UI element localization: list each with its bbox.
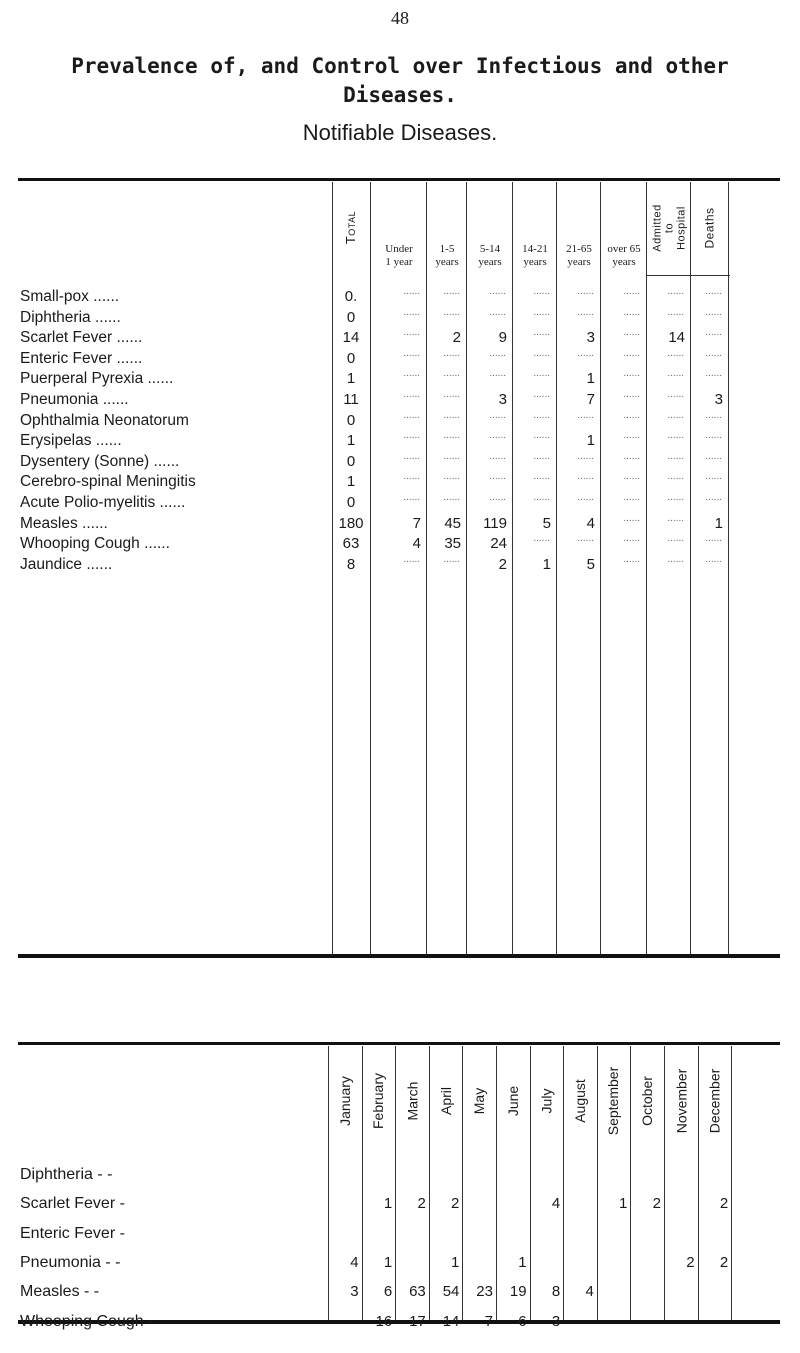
empty-cell-dots: ...... xyxy=(403,389,420,400)
month-column-divider xyxy=(731,1046,732,1320)
month-label: April xyxy=(437,1086,454,1116)
empty-cell-dots: ...... xyxy=(623,553,640,565)
empty-cell-dots: ...... xyxy=(533,368,550,380)
month-label: August xyxy=(571,1079,588,1123)
monthly-cell: 8 xyxy=(551,1283,561,1301)
empty-cell-dots: ...... xyxy=(705,327,722,339)
empty-cell-dots: ...... xyxy=(403,430,420,442)
month-label: July xyxy=(538,1088,555,1114)
month-label: December xyxy=(706,1068,723,1134)
month-header-november xyxy=(664,1047,698,1155)
column-divider xyxy=(690,182,691,954)
monthly-cell: 19 xyxy=(509,1283,527,1301)
empty-cell-dots: ...... xyxy=(705,533,722,545)
total-value: 1 xyxy=(346,370,356,388)
empty-cell-dots: ...... xyxy=(403,306,420,318)
month-column-divider xyxy=(630,1046,631,1320)
empty-cell-dots: ...... xyxy=(489,450,506,462)
monthly-cell: 2 xyxy=(719,1253,729,1271)
empty-cell-dots: ...... xyxy=(667,450,684,462)
total-value: 0 xyxy=(346,494,356,511)
total-value: 14 xyxy=(342,329,360,347)
monthly-cell: 1 xyxy=(518,1253,527,1271)
total-value: 0 xyxy=(346,452,356,470)
empty-cell-dots: ...... xyxy=(403,471,420,483)
page-number: 48 xyxy=(391,8,409,28)
empty-cell-dots: ...... xyxy=(705,286,722,297)
month-column-divider xyxy=(664,1046,665,1320)
table-cell: 4 xyxy=(412,535,421,553)
month-column-divider xyxy=(563,1046,564,1320)
empty-cell-dots: ...... xyxy=(443,553,460,565)
section-subtitle: Notifiable Diseases. xyxy=(302,120,498,145)
empty-cell-dots: ...... xyxy=(705,306,722,318)
header-total: Total xyxy=(343,210,359,244)
empty-cell-dots: ...... xyxy=(667,492,684,503)
empty-cell-dots: ...... xyxy=(489,347,506,359)
empty-cell-dots: ...... xyxy=(577,471,594,483)
disease-label: Pneumonia ...... xyxy=(20,391,129,408)
empty-cell-dots: ...... xyxy=(705,368,722,380)
month-column-divider xyxy=(395,1046,396,1320)
empty-cell-dots: ...... xyxy=(667,409,684,421)
empty-cell-dots: ...... xyxy=(623,368,640,380)
column-divider xyxy=(370,182,371,954)
empty-cell-dots: ...... xyxy=(623,347,640,359)
empty-cell-dots: ...... xyxy=(705,430,722,442)
empty-cell-dots: ...... xyxy=(443,347,460,359)
month-label: June xyxy=(504,1085,521,1117)
header-1-5-years: 1-5 years xyxy=(435,243,459,268)
disease-label: Measles ...... xyxy=(20,514,108,532)
monthly-cell: 4 xyxy=(350,1253,359,1271)
monthly-cell: 4 xyxy=(551,1195,561,1213)
monthly-disease-label: Scarlet Fever - xyxy=(20,1195,125,1213)
empty-cell-dots: ...... xyxy=(533,389,550,400)
empty-cell-dots: ...... xyxy=(443,368,460,380)
table-cell: 7 xyxy=(412,514,421,532)
empty-cell-dots: ...... xyxy=(403,327,420,339)
monthly-cell: 3 xyxy=(551,1312,561,1330)
monthly-cell: 2 xyxy=(686,1253,695,1271)
monthly-disease-label: Whooping Cough - xyxy=(20,1312,154,1330)
empty-cell-dots: ...... xyxy=(667,368,684,380)
empty-cell-dots: ...... xyxy=(443,409,460,421)
monthly-cell: 2 xyxy=(451,1195,460,1213)
disease-label: Small-pox ...... xyxy=(20,288,120,305)
empty-cell-dots: ...... xyxy=(623,492,640,503)
total-value: 0. xyxy=(344,288,358,305)
empty-cell-dots: ...... xyxy=(403,409,420,421)
table-cell: 35 xyxy=(444,535,461,553)
month-header-october xyxy=(630,1047,664,1155)
empty-cell-dots: ...... xyxy=(403,347,420,359)
monthly-cell: 1 xyxy=(383,1195,393,1213)
month-header-september xyxy=(597,1047,631,1155)
empty-cell-dots: ...... xyxy=(489,409,506,421)
monthly-disease-label: Measles - - xyxy=(20,1283,100,1301)
empty-cell-dots: ...... xyxy=(623,471,640,483)
empty-cell-dots: ...... xyxy=(533,492,550,503)
empty-cell-dots: ...... xyxy=(705,409,722,421)
month-header-july xyxy=(530,1047,564,1155)
empty-cell-dots: ...... xyxy=(705,553,722,565)
monthly-cell: 17 xyxy=(409,1312,426,1330)
empty-cell-dots: ...... xyxy=(443,286,460,297)
month-header-february xyxy=(362,1047,396,1155)
total-value: 8 xyxy=(346,555,356,573)
empty-cell-dots: ...... xyxy=(533,347,550,359)
empty-cell-dots: ...... xyxy=(489,286,506,297)
month-label: October xyxy=(639,1076,656,1126)
disease-label: Ophthalmia Neonatorum xyxy=(20,411,189,429)
empty-cell-dots: ...... xyxy=(667,553,684,565)
disease-label: Dysentery (Sonne) ...... xyxy=(20,452,180,470)
empty-cell-dots: ...... xyxy=(443,471,460,483)
month-column-divider xyxy=(530,1046,531,1320)
header-14-21-years: 14-21 years xyxy=(522,243,548,268)
empty-cell-dots: ...... xyxy=(577,347,594,359)
monthly-cell: 23 xyxy=(476,1283,493,1301)
empty-cell-dots: ...... xyxy=(623,306,640,318)
column-divider xyxy=(728,182,729,954)
table-cell: 1 xyxy=(542,555,551,573)
month-label: November xyxy=(672,1068,689,1134)
month-column-divider xyxy=(429,1046,430,1320)
table-cell: 3 xyxy=(714,391,723,408)
monthly-cell: 1 xyxy=(451,1253,460,1271)
table-cell: 3 xyxy=(498,391,507,408)
empty-cell-dots: ...... xyxy=(403,450,420,462)
empty-cell-dots: ...... xyxy=(667,347,684,359)
disease-label: Acute Polio-myelitis ...... xyxy=(20,494,186,511)
header-under-1-year: Under 1 year xyxy=(385,243,413,268)
disease-label: Erysipelas ...... xyxy=(20,432,122,450)
column-divider xyxy=(646,182,647,954)
monthly-cell: 2 xyxy=(417,1195,426,1213)
empty-cell-dots: ...... xyxy=(489,306,506,318)
table-cell: 45 xyxy=(444,514,461,532)
table-cell: 1 xyxy=(714,514,723,532)
empty-cell-dots: ...... xyxy=(623,286,640,297)
empty-cell-dots: ...... xyxy=(533,450,550,462)
empty-cell-dots: ...... xyxy=(623,533,640,545)
empty-cell-dots: ...... xyxy=(443,389,460,400)
empty-cell-dots: ...... xyxy=(443,306,460,318)
empty-cell-dots: ...... xyxy=(443,492,460,503)
monthly-cell: 1 xyxy=(383,1253,393,1271)
header-admitted-to-hospital: Admitted to Hospital xyxy=(652,204,689,252)
month-column-divider xyxy=(597,1046,598,1320)
month-header-april xyxy=(429,1047,463,1155)
disease-label: Scarlet Fever ...... xyxy=(20,329,143,347)
month-header-may xyxy=(462,1047,496,1155)
disease-label: Diphtheria ...... xyxy=(20,308,121,326)
table-cell: 14 xyxy=(668,329,685,347)
monthly-cell: 4 xyxy=(585,1283,594,1301)
table-cell: 5 xyxy=(586,555,595,573)
empty-cell-dots: ...... xyxy=(577,286,594,297)
monthly-disease-label: Diphtheria - - xyxy=(20,1166,113,1183)
empty-cell-dots: ...... xyxy=(623,389,640,400)
empty-cell-dots: ...... xyxy=(443,430,460,442)
monthly-cell: 14 xyxy=(442,1312,460,1330)
empty-cell-dots: ...... xyxy=(577,450,594,462)
header-5-14-years: 5-14 years xyxy=(478,243,502,268)
table-cell: 7 xyxy=(586,391,595,408)
table-cell: 1 xyxy=(586,370,595,388)
table-cell: 4 xyxy=(586,514,595,532)
header-21-65-years: 21-65 years xyxy=(566,243,592,268)
table-cell: 2 xyxy=(498,555,507,573)
empty-cell-dots: ...... xyxy=(489,471,506,483)
column-divider xyxy=(426,182,427,954)
empty-cell-dots: ...... xyxy=(533,306,550,318)
empty-cell-dots: ...... xyxy=(667,430,684,442)
page-title: Prevalence of, and Control over Infectious and other Diseases. xyxy=(71,54,729,107)
header-underline xyxy=(646,275,730,276)
monthly-cell: 6 xyxy=(383,1283,393,1301)
empty-cell-dots: ...... xyxy=(623,450,640,462)
empty-cell-dots: ...... xyxy=(705,471,722,483)
month-label: May xyxy=(471,1087,488,1115)
month-column-divider xyxy=(698,1046,699,1320)
month-header-june xyxy=(496,1047,530,1155)
month-column-divider xyxy=(496,1046,497,1320)
empty-cell-dots: ...... xyxy=(533,327,550,339)
monthly-cell: 6 xyxy=(518,1312,527,1330)
empty-cell-dots: ...... xyxy=(705,492,722,503)
table-cell: 1 xyxy=(586,432,595,450)
empty-cell-dots: ...... xyxy=(623,430,640,442)
total-value: 63 xyxy=(342,535,360,553)
empty-cell-dots: ...... xyxy=(403,286,420,297)
disease-label: Cerebro-spinal Meningitis xyxy=(20,473,196,491)
table2-top-rule xyxy=(18,1042,780,1045)
empty-cell-dots: ...... xyxy=(403,553,420,565)
empty-cell-dots: ...... xyxy=(577,306,594,318)
empty-cell-dots: ...... xyxy=(667,533,684,545)
empty-cell-dots: ...... xyxy=(489,368,506,380)
empty-cell-dots: ...... xyxy=(577,409,594,421)
month-column-divider xyxy=(328,1046,329,1320)
month-label: March xyxy=(403,1081,420,1121)
monthly-cell: 3 xyxy=(350,1283,359,1301)
empty-cell-dots: ...... xyxy=(667,471,684,483)
month-header-august xyxy=(563,1047,597,1155)
empty-cell-dots: ...... xyxy=(623,327,640,339)
month-column-divider xyxy=(462,1046,463,1320)
total-value: 1 xyxy=(346,473,356,491)
header-deaths: Deaths xyxy=(703,207,717,249)
empty-cell-dots: ...... xyxy=(533,409,550,421)
total-value: 1 xyxy=(346,432,356,450)
empty-cell-dots: ...... xyxy=(667,512,684,524)
empty-cell-dots: ...... xyxy=(489,430,506,442)
month-label: January xyxy=(336,1076,353,1126)
empty-cell-dots: ...... xyxy=(577,533,594,545)
empty-cell-dots: ...... xyxy=(489,492,506,503)
table-top-rule xyxy=(18,178,780,181)
monthly-disease-label: Enteric Fever - xyxy=(20,1224,125,1242)
table-bottom-rule xyxy=(18,954,780,958)
empty-cell-dots: ...... xyxy=(623,512,640,524)
monthly-cell: 1 xyxy=(619,1195,628,1213)
monthly-cell: 63 xyxy=(409,1283,426,1301)
total-value: 11 xyxy=(343,391,359,408)
empty-cell-dots: ...... xyxy=(623,409,640,421)
header-over-65-years: over 65 years xyxy=(607,243,641,268)
empty-cell-dots: ...... xyxy=(667,286,684,297)
table-cell: 119 xyxy=(483,514,507,532)
table-cell: 2 xyxy=(452,329,461,347)
disease-label: Puerperal Pyrexia ...... xyxy=(20,370,174,388)
empty-cell-dots: ...... xyxy=(667,389,684,400)
monthly-cell: 2 xyxy=(719,1195,729,1213)
month-label: September xyxy=(605,1066,622,1136)
monthly-cell: 7 xyxy=(484,1312,493,1330)
month-header-january xyxy=(328,1047,362,1155)
empty-cell-dots: ...... xyxy=(443,450,460,462)
month-column-divider xyxy=(362,1046,363,1320)
empty-cell-dots: ...... xyxy=(533,430,550,442)
empty-cell-dots: ...... xyxy=(705,450,722,462)
table-cell: 24 xyxy=(490,535,507,553)
total-value: 0 xyxy=(346,349,356,367)
month-header-march xyxy=(395,1047,429,1155)
monthly-cell: 16 xyxy=(375,1312,393,1330)
empty-cell-dots: ...... xyxy=(705,347,722,359)
monthly-disease-label: Pneumonia - - xyxy=(20,1253,121,1271)
total-value: 180 xyxy=(338,514,364,532)
empty-cell-dots: ...... xyxy=(533,471,550,483)
empty-cell-dots: ...... xyxy=(533,286,550,297)
month-header-december xyxy=(698,1047,732,1155)
total-value: 0 xyxy=(346,308,356,326)
table-cell: 9 xyxy=(498,329,507,347)
monthly-cell: 54 xyxy=(442,1283,460,1301)
column-divider xyxy=(600,182,601,954)
empty-cell-dots: ...... xyxy=(403,368,420,380)
empty-cell-dots: ...... xyxy=(403,492,420,503)
disease-label: Jaundice ...... xyxy=(20,555,113,573)
disease-label: Whooping Cough ...... xyxy=(20,535,170,553)
total-value: 0 xyxy=(346,411,356,429)
monthly-cell: 2 xyxy=(652,1195,661,1213)
empty-cell-dots: ...... xyxy=(577,492,594,503)
table-cell: 5 xyxy=(542,514,551,532)
disease-label: Enteric Fever ...... xyxy=(20,349,143,367)
month-label: February xyxy=(370,1072,387,1130)
table-cell: 3 xyxy=(586,329,595,347)
empty-cell-dots: ...... xyxy=(533,533,550,545)
empty-cell-dots: ...... xyxy=(667,306,684,318)
